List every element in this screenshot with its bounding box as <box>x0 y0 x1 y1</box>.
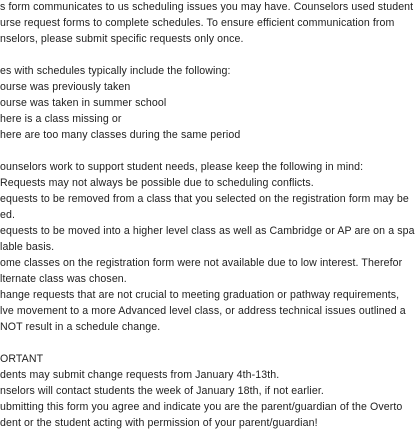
issue-item-2: ourse was taken in summer school <box>0 97 167 109</box>
issue-item-4: here are too many classes during the same period <box>0 129 241 141</box>
note-4-line-2: lternate class was chosen. <box>0 273 127 285</box>
note-3-line-2: lable basis. <box>0 241 55 253</box>
important-heading: ORTANT <box>0 353 44 365</box>
issues-heading: es with schedules typically include the following: <box>0 65 231 77</box>
note-3-line-1: equests to be moved into a higher level class as well as Cambridge or AP are on a spa <box>0 225 415 237</box>
important-item-1: dents may submit change requests from January 4th-13th. <box>0 369 280 381</box>
issue-item-3: here is a class missing or <box>0 113 122 125</box>
intro-line-1: s form communicates to us scheduling issues you may have. Counselors used student <box>0 1 414 13</box>
note-1: Requests may not always be possible due to scheduling conflicts. <box>0 177 314 189</box>
important-item-3-line-1: ubmitting this form you agree and indicate you are the parent/guardian of the Overto <box>0 401 403 413</box>
important-item-2: nselors will contact students the week of January 18th, if not earlier. <box>0 385 324 397</box>
important-item-3-line-2: dent or the student acting with permission of your parent/guardian! <box>0 417 318 429</box>
intro-line-3: nselors, please submit specific requests only once. <box>0 33 244 45</box>
note-5-line-2: lve movement to a more Advanced level class, or address technical issues outlined a <box>0 305 406 317</box>
note-2-line-1: equests to be removed from a class that you selected on the registration form may be <box>0 193 409 205</box>
intro-line-2: urse request forms to complete schedules. To ensure efficient communication from <box>0 17 395 29</box>
note-5-line-3: NOT result in a schedule change. <box>0 321 161 333</box>
note-4-line-1: ome classes on the registration form were not available due to low interest. Therefor <box>0 257 403 269</box>
note-2-line-2: ed. <box>0 209 16 221</box>
note-5-line-1: hange requests that are not crucial to meeting graduation or pathway requirements, <box>0 289 400 301</box>
issue-item-1: ourse was previously taken <box>0 81 131 93</box>
keep-in-mind-heading: ounselors work to support student needs, please keep the following in mind: <box>0 161 364 173</box>
